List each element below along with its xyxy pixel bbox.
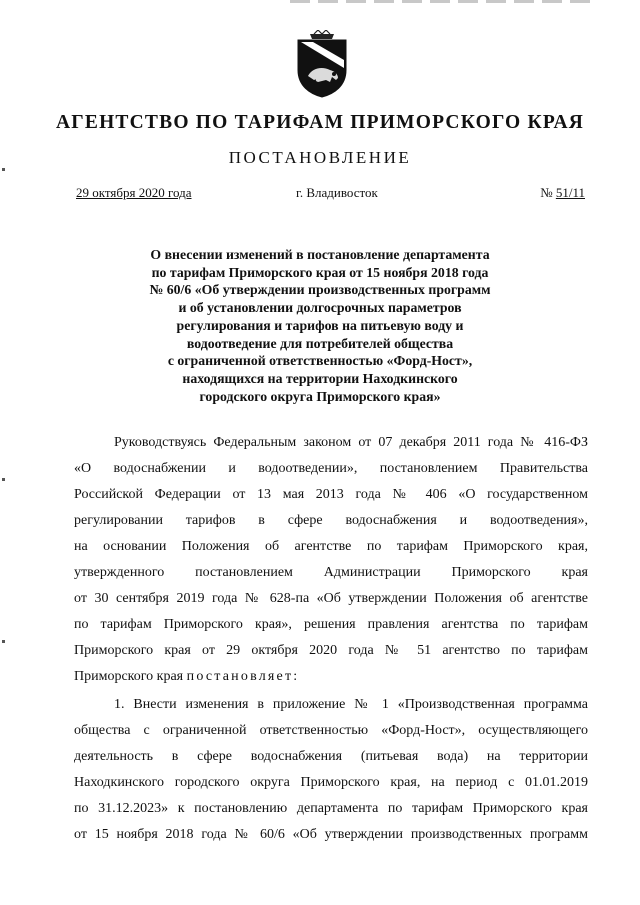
body-line-closing xyxy=(74,668,588,686)
title-line: городского округа Приморского края» xyxy=(199,388,441,404)
title-line: с ограниченной ответственностью «Форд-Ност», xyxy=(167,353,473,369)
body-line: Российской Федерации от 13 мая 2013 года № 406 «О государственном xyxy=(74,487,588,502)
agency-name: АГЕНТСТВО ПО ТАРИФАМ ПРИМОРСКОГО КРАЯ xyxy=(55,112,585,133)
number-value: 51/11 xyxy=(555,185,585,200)
title-line: регулирования и тарифов на питьевую воду и xyxy=(176,317,464,333)
body-line: Приморского края xyxy=(74,669,184,684)
body-line: по 31.12.2023» к постановлению департамента по тарифам Приморского края xyxy=(74,801,588,816)
body-line: по тарифам Приморского края», решения правления агентства по тарифам xyxy=(74,617,588,632)
title-line: № 60/6 «Об утверждении производственных программ xyxy=(149,282,491,298)
document-title xyxy=(100,246,540,405)
title-line: и об установлении долгосрочных параметров xyxy=(178,300,462,316)
document-date: 29 октября 2020 года xyxy=(76,185,192,200)
body-line: утвержденного постановлением Администрации Приморского края xyxy=(74,565,588,580)
body-line: на основании Положения об агентстве по тарифам Приморского края, xyxy=(74,539,588,554)
body-line: Руководствуясь Федеральным законом от 07 декабря 2011 года № 416-ФЗ xyxy=(114,435,588,450)
scan-artifact-line xyxy=(290,0,590,3)
body-line: Приморского края от 29 октября 2020 года № 51 агентство по тарифам xyxy=(74,643,588,658)
title-line: водоотведение для потребителей общества xyxy=(186,335,454,351)
scan-edge-mark xyxy=(2,478,5,481)
body-line: «О водоснабжении и водоотведении», постановлением Правительства xyxy=(74,461,588,476)
scan-edge-mark xyxy=(2,640,5,643)
document-number xyxy=(540,185,585,201)
title-line: по тарифам Приморского края от 15 ноября 2018 года xyxy=(151,264,489,280)
body-line: от 15 ноября 2018 года № 60/6 «Об утверждении производственных программ xyxy=(74,827,588,842)
coat-of-arms-icon xyxy=(296,30,348,98)
title-line: О внесении изменений в постановление департамента xyxy=(150,247,490,262)
resolves-keyword: постановляет: xyxy=(186,669,300,684)
document-type: ПОСТАНОВЛЕНИЕ xyxy=(228,148,412,167)
body-line: общества с ограниченной ответственностью «Форд-Ност», осуществляющего xyxy=(74,723,588,738)
body-line: от 30 сентября 2019 года № 628-па «Об утверждении Положения об агентстве xyxy=(74,591,588,606)
body-line: Находкинского городского округа Приморского края, на период с 01.01.2019 xyxy=(74,775,588,790)
title-line: находящихся на территории Находкинского xyxy=(182,370,458,386)
scan-edge-mark xyxy=(2,168,5,171)
body-line: деятельность в сфере водоснабжения (питьевая вода) на территории xyxy=(74,749,588,764)
number-prefix: № xyxy=(540,185,553,200)
document-city: г. Владивосток xyxy=(296,185,378,200)
body-line: 1. Внести изменения в приложение № 1 «Производственная программа xyxy=(114,697,588,712)
body-line: регулировании тарифов в сфере водоснабжения и водоотведения», xyxy=(74,513,588,528)
